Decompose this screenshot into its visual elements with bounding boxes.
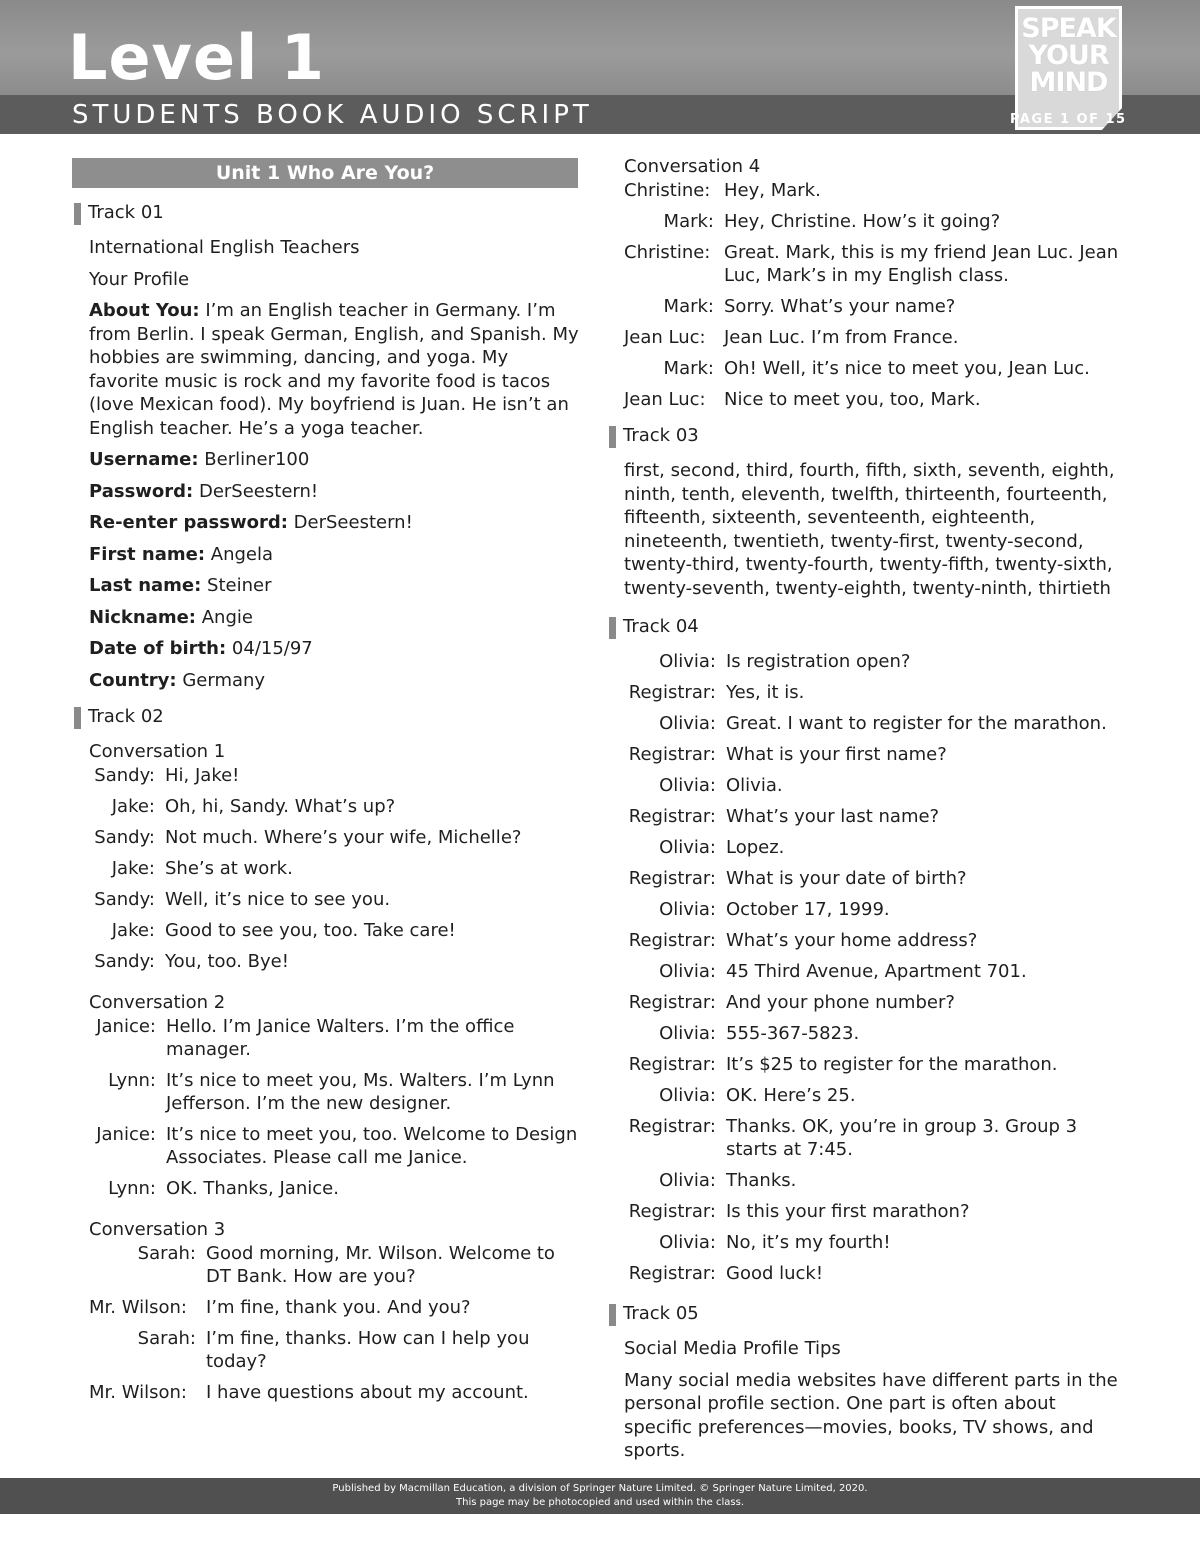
about-you-paragraph	[89, 299, 580, 440]
track-04-content	[607, 650, 1127, 1285]
registration-dialogue	[624, 650, 1127, 1285]
conversation-3-title: Conversation 3	[89, 1219, 226, 1240]
profile-field: Date of birth: 04/15/97	[89, 638, 313, 659]
speaker: Olivia:	[659, 1023, 716, 1044]
speaker: Olivia:	[659, 1232, 716, 1253]
line-text: OK. Thanks, Janice.	[166, 1178, 339, 1199]
line-text: I’m fine, thank you. And you?	[206, 1297, 471, 1318]
speaker: Sandy:	[94, 889, 155, 910]
speaker: Registrar:	[628, 1201, 716, 1222]
line-text: You, too. Bye!	[165, 951, 289, 972]
speaker: Olivia:	[659, 961, 716, 982]
speaker: Registrar:	[628, 868, 716, 889]
speaker: Sandy:	[94, 951, 155, 972]
line-text: It’s nice to meet you, too. Welcome to Design Associates. Please call me Janice.	[166, 1124, 578, 1168]
line-text: Nice to meet you, too, Mark.	[724, 389, 981, 410]
page-header	[0, 0, 1200, 134]
line-text: Great. I want to register for the marathon.	[726, 713, 1107, 734]
speaker: Mr. Wilson:	[89, 1382, 187, 1403]
speaker: Sandy:	[94, 827, 155, 848]
speaker: Registrar:	[628, 1054, 716, 1075]
line-text: October 17, 1999.	[726, 899, 890, 920]
speaker: Registrar:	[628, 806, 716, 827]
conversation-2-title: Conversation 2	[89, 992, 226, 1013]
conversation-2-lines	[89, 1015, 580, 1200]
line-text: Is registration open?	[726, 651, 911, 672]
page-number: PAGE 1 OF 15	[1010, 112, 1127, 127]
profile-field: Username: Berliner100	[89, 449, 310, 470]
speaker: Jake:	[111, 920, 155, 941]
line-text: Hi, Jake!	[165, 765, 240, 786]
speaker: Janice:	[96, 1124, 156, 1145]
about-you-label: About You:	[89, 300, 200, 321]
logo-word-1: SPEAK	[1021, 13, 1116, 44]
speaker: Christine:	[624, 180, 711, 201]
speaker: Registrar:	[628, 930, 716, 951]
line-text: I’m fine, thanks. How can I help you today?	[206, 1328, 530, 1372]
profile-field: Password: DerSeestern!	[89, 480, 319, 502]
line-text: Not much. Where’s your wife, Michelle?	[165, 827, 522, 848]
speaker: Jake:	[111, 796, 155, 817]
line-text: What’s your last name?	[726, 806, 940, 827]
line-text: Oh! Well, it’s nice to meet you, Jean Luc.	[724, 358, 1090, 379]
unit-heading: Unit 1 Who Are You?	[72, 158, 578, 188]
about-you-text: I’m an English teacher in Germany. I’m from Berlin. I speak German, English, and Spanish. My hobbies are swimming, dancing, and yoga. My favorite music is rock and my favorite food is tacos (love Mexican food). My boyfriend is Juan. He isn’t an English teacher. He’s a yoga teacher.	[89, 300, 579, 439]
track-05-content	[607, 1337, 1127, 1463]
speaker: Mark:	[663, 211, 714, 232]
line-text: Olivia.	[726, 775, 783, 796]
level-title: Level 1	[68, 21, 325, 94]
speaker: Olivia:	[659, 837, 716, 858]
line-text: What is your date of birth?	[726, 868, 967, 889]
speaker: Mr. Wilson:	[89, 1297, 187, 1318]
profile-field: Re-enter password: DerSeestern!	[89, 512, 413, 533]
logo-word-3: MIND	[1029, 67, 1108, 98]
right-column	[607, 155, 1127, 1471]
conversation-3-lines	[89, 1242, 580, 1404]
speaker: Jean Luc:	[624, 389, 706, 410]
speaker: Olivia:	[659, 1085, 716, 1106]
line-text: Sorry. What’s your name?	[724, 296, 956, 317]
speaker: Registrar:	[628, 744, 716, 765]
line-text: What’s your home address?	[726, 930, 978, 951]
line-text: Hey, Mark.	[724, 180, 821, 201]
conversation-1-title: Conversation 1	[89, 741, 226, 762]
publisher-notice: Published by Macmillan Education, a division of Springer Nature Limited. © Springer Nature Limited, 2020.	[332, 1483, 868, 1494]
line-text: Great. Mark, this is my friend Jean Luc. Jean Luc, Mark’s in my English class.	[724, 242, 1119, 286]
speaker: Olivia:	[659, 775, 716, 796]
track-05-heading: Track 05	[607, 1303, 1127, 1325]
track-04-heading: Track 04	[607, 616, 1127, 638]
track-01-subtitle: Your Profile	[89, 268, 190, 290]
line-text: OK. Here’s 25.	[726, 1085, 856, 1106]
line-text: 555-367-5823.	[726, 1023, 860, 1044]
speaker: Registrar:	[628, 1263, 716, 1284]
line-text: Oh, hi, Sandy. What’s up?	[165, 796, 396, 817]
speaker: Jake:	[111, 858, 155, 879]
line-text: Thanks.	[726, 1170, 797, 1191]
line-text: Hello. I’m Janice Walters. I’m the office manager.	[166, 1016, 515, 1060]
profile-field: Country: Germany	[89, 669, 266, 691]
speaker: Janice:	[96, 1016, 156, 1037]
line-text: Is this your first marathon?	[726, 1201, 970, 1222]
profile-field: Last name: Steiner	[89, 575, 272, 596]
line-text: It’s nice to meet you, Ms. Walters. I’m Lynn Jefferson. I’m the new designer.	[166, 1070, 555, 1114]
speaker: Mark:	[663, 358, 714, 379]
line-text: Thanks. OK, you’re in group 3. Group 3 starts at 7:45.	[726, 1116, 1078, 1160]
line-text: She’s at work.	[165, 858, 293, 879]
page-footer	[0, 1478, 1200, 1514]
line-text: Jean Luc. I’m from France.	[724, 327, 959, 348]
conversation-4-title: Conversation 4	[624, 156, 761, 177]
logo-word-2: YOUR	[1028, 40, 1109, 71]
line-text: It’s $25 to register for the marathon.	[726, 1054, 1058, 1075]
speaker: Christine:	[624, 242, 711, 263]
track-03-heading: Track 03	[607, 425, 1127, 447]
line-text: 45 Third Avenue, Apartment 701.	[726, 961, 1027, 982]
speaker: Sarah:	[137, 1243, 196, 1264]
document-subtitle: STUDENTS BOOK AUDIO SCRIPT	[72, 100, 593, 130]
speaker: Registrar:	[628, 1116, 716, 1137]
speaker: Mark:	[663, 296, 714, 317]
track-02-heading: Track 02	[72, 706, 580, 728]
line-text: Good morning, Mr. Wilson. Welcome to DT Bank. How are you?	[206, 1243, 555, 1287]
line-text: What is your first name?	[726, 744, 947, 765]
speaker: Sandy:	[94, 765, 155, 786]
line-text: I have questions about my account.	[206, 1382, 529, 1403]
line-text: Good luck!	[726, 1263, 824, 1284]
line-text: Well, it’s nice to see you.	[165, 889, 391, 910]
left-column	[72, 155, 580, 1404]
speaker: Olivia:	[659, 651, 716, 672]
line-text: Good to see you, too. Take care!	[165, 920, 456, 941]
speaker: Lynn:	[108, 1178, 156, 1199]
speaker: Registrar:	[628, 682, 716, 703]
speaker: Sarah:	[137, 1328, 196, 1349]
conversation-4	[607, 155, 1127, 411]
profile-field: First name: Angela	[89, 543, 274, 565]
ordinal-numbers-text: first, second, third, fourth, fifth, sixth, seventh, eighth, ninth, tenth, eleventh, twelfth, thirteenth, fourteenth, fifteenth, sixteenth, seventeenth, eighteenth, nineteenth, twentieth, twenty-first, twenty-second, twenty-third, twenty-fourth, twenty-fifth, twenty-sixth, twenty-seventh, twenty-eighth, twenty-ninth, thirtieth	[624, 460, 1115, 599]
profile-field: Nickname: Angie	[89, 606, 253, 628]
speaker: Olivia:	[659, 1170, 716, 1191]
line-text: Hey, Christine. How’s it going?	[724, 211, 1001, 232]
track-01-content	[72, 236, 580, 692]
line-text: Lopez.	[726, 837, 785, 858]
track-05-text: Many social media websites have different parts in the personal profile section. One part is often about specific preferences—movies, books, TV shows, and sports.	[624, 1369, 1118, 1461]
speaker: Lynn:	[108, 1070, 156, 1091]
track-01-heading: Track 01	[72, 202, 580, 224]
line-text: No, it’s my fourth!	[726, 1232, 891, 1253]
track-01-title: International English Teachers	[89, 237, 360, 258]
conversation-1-lines	[89, 764, 580, 973]
conversation-4-lines	[624, 179, 1127, 411]
track-02-content	[72, 740, 580, 1404]
line-text: Yes, it is.	[726, 682, 805, 703]
speaker: Registrar:	[628, 992, 716, 1013]
speaker: Olivia:	[659, 899, 716, 920]
photocopy-notice: This page may be photocopied and used within the class.	[456, 1497, 744, 1508]
line-text: And your phone number?	[726, 992, 955, 1013]
speaker: Olivia:	[659, 713, 716, 734]
track-05-title: Social Media Profile Tips	[624, 1338, 841, 1359]
speaker: Jean Luc:	[624, 327, 706, 348]
